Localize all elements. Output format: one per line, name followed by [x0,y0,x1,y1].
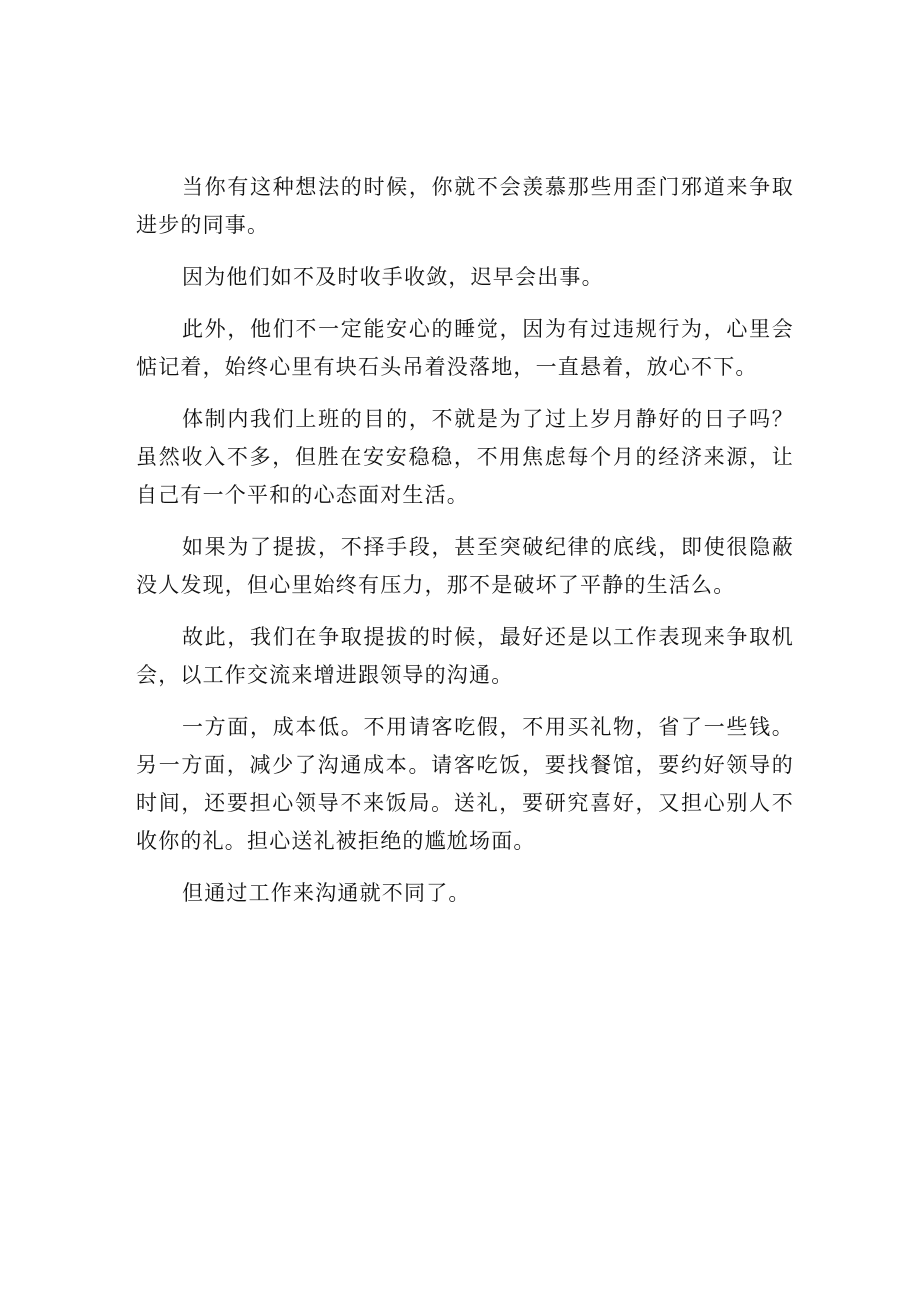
paragraph-5: 如果为了提拔，不择手段，甚至突破纪律的底线，即使很隐蔽没人发现，但心里始终有压力，那不是破坏了平静的生活么。 [136,535,794,597]
paragraph-4: 体制内我们上班的目的，不就是为了过上岁月静好的日子吗？虽然收入不多，但胜在安安稳稳，不用焦虑每个月的经济来源，让自己有一个平和的心态面对生活。 [136,407,794,507]
paragraph-1: 当你有这种想法的时候，你就不会羡慕那些用歪门邪道来争取进步的同事。 [136,175,794,237]
document-body [136,168,794,926]
paragraph-3: 此外，他们不一定能安心的睡觉，因为有过违规行为，心里会惦记着，始终心里有块石头吊着没落地，一直悬着，放心不下。 [136,317,794,379]
paragraph-6: 故此，我们在争取提拔的时候，最好还是以工作表现来争取机会，以工作交流来增进跟领导的沟通。 [136,625,794,687]
paragraph-7: 一方面，成本低。不用请客吃假，不用买礼物，省了一些钱。另一方面，减少了沟通成本。请客吃饭，要找餐馆，要约好领导的时间，还要担心领导不来饭局。送礼，要研究喜好，又担心别人不收你的礼。担心送礼被拒绝的尴尬场面。 [136,715,794,853]
paragraph-2: 因为他们如不及时收手收敛，迟早会出事。 [182,265,604,289]
paragraph-8: 但通过工作来沟通就不同了。 [182,881,471,905]
